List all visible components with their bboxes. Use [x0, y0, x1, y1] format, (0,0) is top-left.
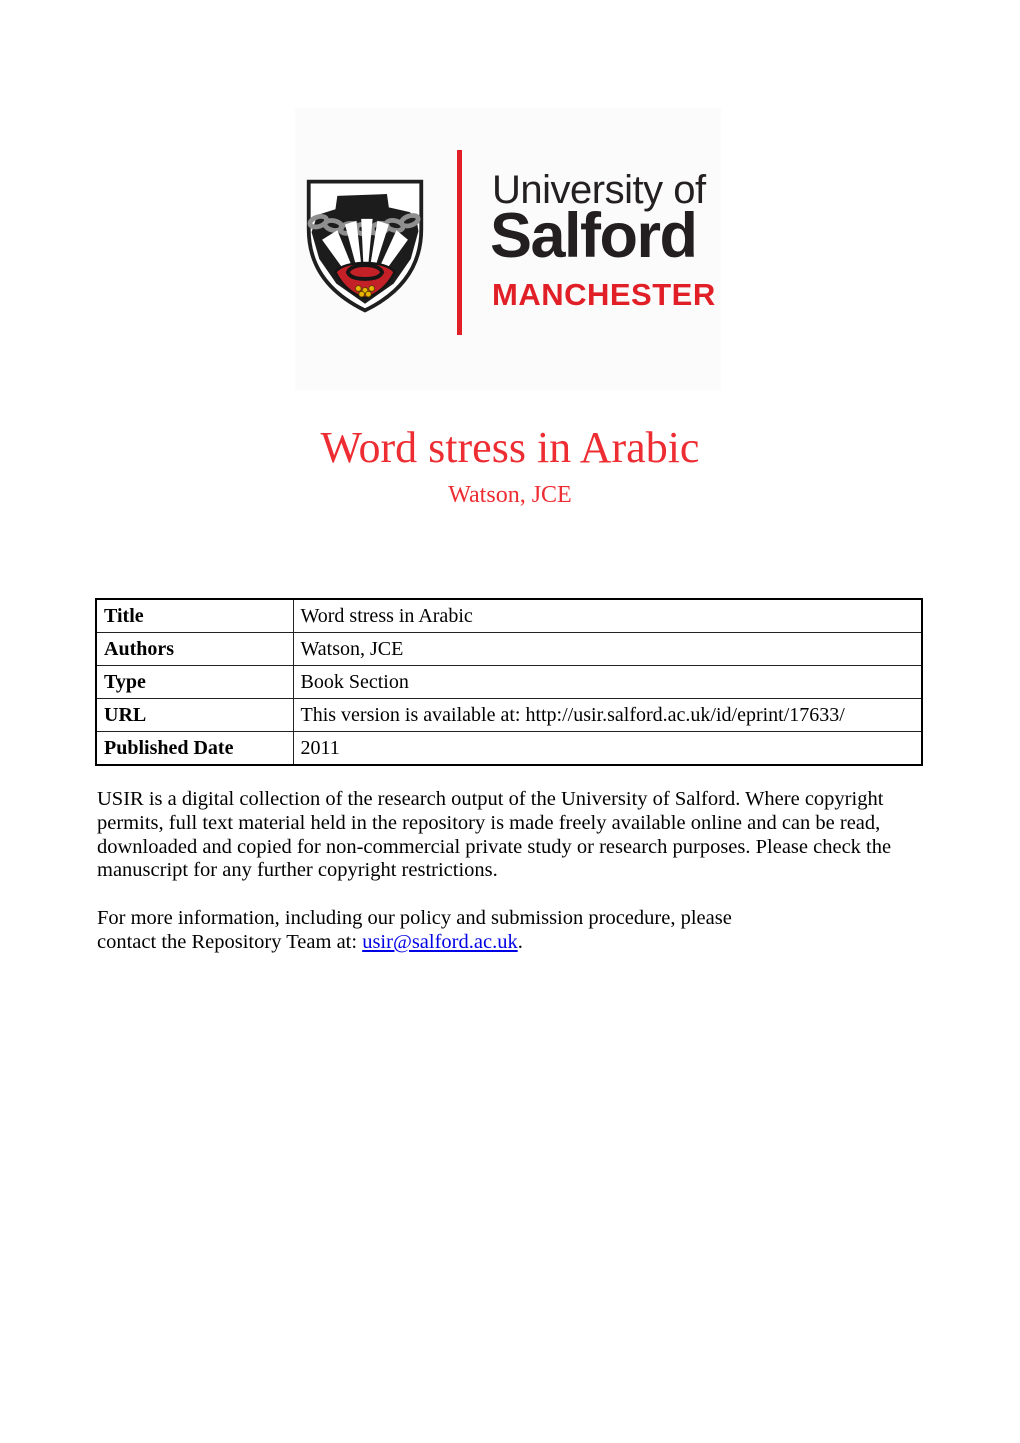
logo-university-of: University of — [492, 168, 706, 212]
metadata-table — [95, 598, 923, 766]
row-value-published-date: 2011 — [293, 732, 922, 766]
page-title: Word stress in Arabic — [320, 423, 700, 472]
paragraph-line: manuscript for any further copyright restrictions. — [97, 859, 498, 882]
contact-paragraph — [97, 907, 927, 955]
table-row — [96, 666, 922, 699]
contact-line-suffix: . — [517, 930, 523, 953]
document-author: Watson, JCE — [448, 482, 572, 508]
row-label-authors: Authors — [96, 633, 293, 666]
university-of-salford-logo — [295, 108, 721, 390]
row-value-url: This version is available at: http://usir.salford.ac.uk/id/eprint/17633/ — [293, 699, 922, 732]
contact-line-prefix: contact the Repository Team at: — [97, 930, 363, 953]
row-value-authors: Watson, JCE — [293, 633, 922, 666]
table-row — [96, 699, 922, 732]
paragraph-line: For more information, including our policy and submission procedure, please — [97, 907, 732, 929]
row-value-title: Word stress in Arabic — [293, 599, 922, 633]
paragraph-line: downloaded and copied for non-commercial private study or research purposes. Please check the — [97, 835, 892, 858]
usir-description-paragraph — [97, 788, 927, 883]
row-value-type: Book Section — [293, 666, 922, 699]
paragraph-line: permits, full text material held in the repository is made freely available online and can be read, — [97, 811, 881, 834]
repository-email-link[interactable]: usir@salford.ac.uk — [362, 930, 518, 953]
logo-manchester: MANCHESTER — [492, 277, 716, 312]
table-row — [96, 599, 922, 633]
logo-salford: Salford — [490, 201, 697, 271]
logo-divider-line — [457, 150, 462, 335]
row-label-published-date: Published Date — [96, 732, 293, 766]
table-row — [96, 732, 922, 766]
row-label-type: Type — [96, 666, 293, 699]
table-row — [96, 633, 922, 666]
salford-crest-icon — [303, 176, 427, 316]
paragraph-line — [97, 931, 927, 955]
row-label-url: URL — [96, 699, 293, 732]
paragraph-line: USIR is a digital collection of the research output of the University of Salford. Where copyright — [97, 788, 884, 810]
row-label-title: Title — [96, 599, 293, 633]
